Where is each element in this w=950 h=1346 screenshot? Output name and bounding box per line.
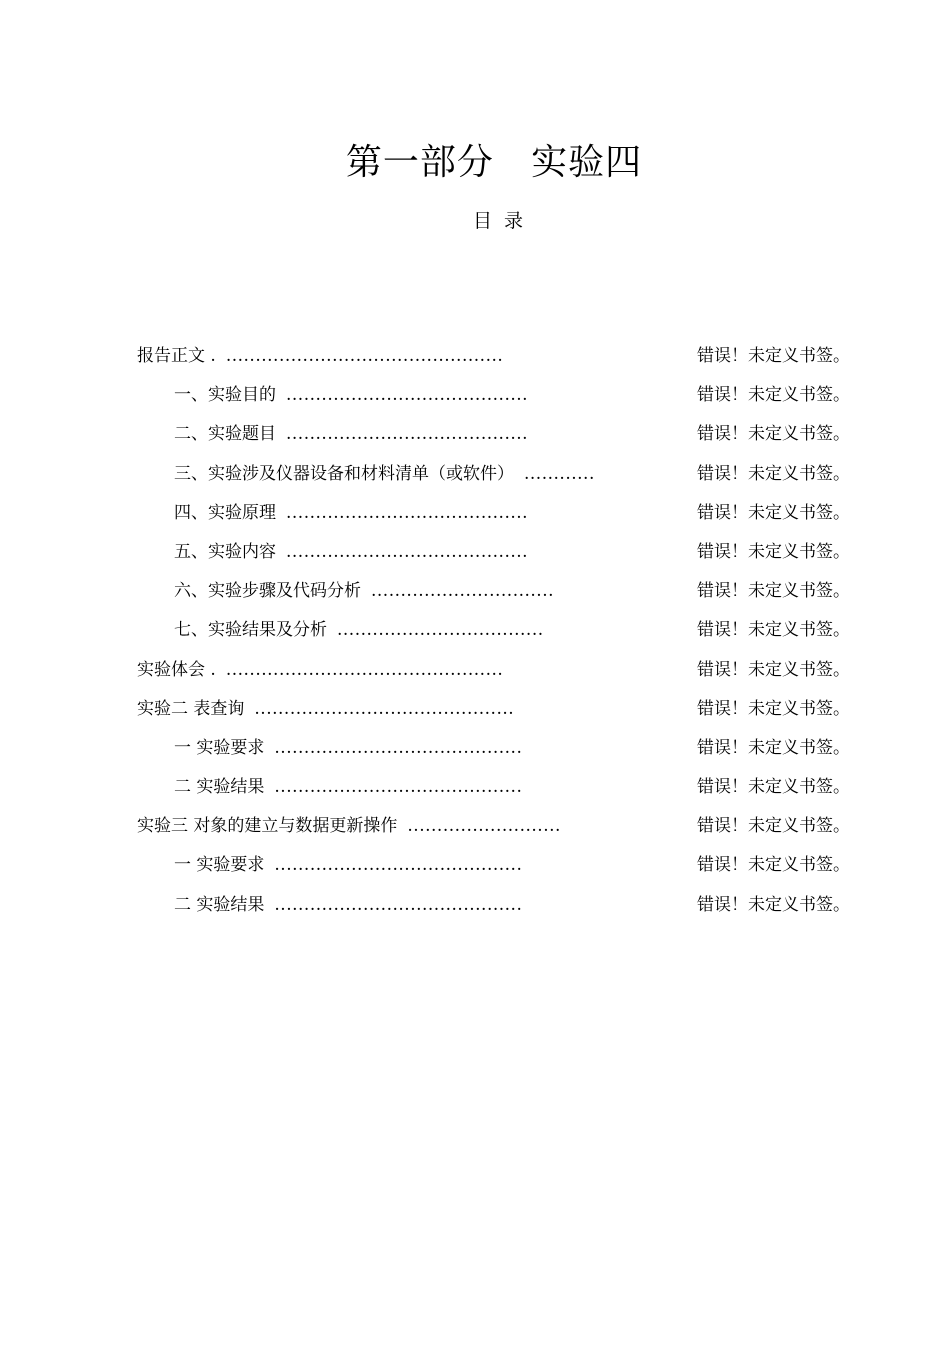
toc-entry[interactable] — [137, 497, 850, 536]
toc-entry-left — [174, 575, 554, 607]
toc-entry[interactable] — [137, 693, 850, 732]
toc-entry-page-ref: 错误！未定义书签。 — [697, 894, 850, 915]
toc-entry-title: 二、实验题目 — [174, 424, 276, 445]
toc-leader-dots: ......................................... — [286, 424, 529, 445]
toc-heading: 目 录 — [472, 210, 524, 232]
toc-entry-left — [137, 340, 503, 372]
toc-entry-page-ref: 错误！未定义书签。 — [697, 502, 850, 523]
toc-entry-left — [174, 458, 595, 490]
toc-entry-title: 实验三 对象的建立与数据更新操作 — [137, 816, 398, 837]
toc-entry-left — [174, 849, 522, 881]
toc-leader-dots: .......................................... — [274, 777, 523, 798]
toc-entry[interactable] — [137, 458, 850, 497]
toc-entry-page-ref: 错误！未定义书签。 — [697, 463, 850, 484]
table-of-contents — [137, 340, 850, 928]
toc-entry-title: 二 实验结果 — [174, 894, 265, 915]
toc-entry-title: 二 实验结果 — [174, 777, 265, 798]
toc-leader-dots: ............................................... — [225, 346, 504, 366]
toc-leader-dots: ............ — [524, 463, 595, 484]
toc-entry-title: 实验二 表查询 — [137, 698, 245, 719]
toc-entry[interactable] — [137, 810, 850, 849]
toc-leader-dots: .......................................... — [274, 737, 523, 758]
toc-entry-page-ref: 错误！未定义书签。 — [697, 737, 850, 758]
toc-entry-left — [174, 771, 522, 803]
toc-entry-title: 一、实验目的 — [174, 385, 276, 406]
toc-entry[interactable] — [137, 849, 850, 888]
toc-entry-title: 一 实验要求 — [174, 737, 265, 758]
toc-leader-dots: ......................................... — [286, 502, 529, 523]
toc-entry[interactable] — [137, 575, 850, 614]
toc-entry-page-ref: 错误！未定义书签。 — [697, 816, 850, 837]
toc-entry[interactable] — [137, 732, 850, 771]
toc-entry-left — [174, 732, 522, 764]
toc-entry-title: 五、实验内容 — [174, 541, 276, 562]
toc-leader-dots: ......................................... — [286, 385, 529, 406]
toc-entry-page-ref: 错误！未定义书签。 — [697, 541, 850, 562]
toc-entry-title: 一 实验要求 — [174, 855, 265, 876]
toc-leader-dots: .......................................... — [274, 894, 523, 915]
toc-entry-title: 七、实验结果及分析 — [174, 620, 327, 641]
toc-entry[interactable] — [137, 614, 850, 653]
toc-leader-dots: ............................................... — [225, 659, 504, 680]
toc-entry-title: 四、实验原理 — [174, 502, 276, 523]
toc-entry-title: 报告正文 . — [137, 346, 216, 366]
toc-leader-dots: ............................................ — [254, 698, 515, 719]
toc-leader-dots: ................................... — [337, 620, 544, 641]
toc-entry-page-ref: 错误！未定义书签。 — [697, 581, 850, 602]
toc-entry-title: 三、实验涉及仪器设备和材料清单（或软件） — [174, 463, 514, 484]
toc-entry-left — [174, 418, 528, 450]
toc-entry[interactable] — [137, 418, 850, 457]
toc-entry[interactable] — [137, 340, 850, 379]
toc-entry-page-ref: 错误！未定义书签。 — [697, 659, 850, 680]
toc-entry-left — [137, 810, 561, 842]
toc-entry-left — [174, 614, 544, 646]
toc-entry-page-ref: 错误！未定义书签。 — [697, 777, 850, 798]
toc-leader-dots: ............................... — [371, 581, 555, 602]
toc-leader-dots: .......................................... — [274, 855, 523, 876]
toc-entry-left — [137, 693, 514, 725]
toc-entry-page-ref: 错误！未定义书签。 — [697, 698, 850, 719]
toc-entry[interactable] — [137, 379, 850, 418]
toc-entry[interactable] — [137, 536, 850, 575]
toc-leader-dots: .......................... — [407, 816, 561, 837]
toc-entry-title: 实验体会 . — [137, 659, 216, 680]
page-title: 第一部分 实验四 — [345, 142, 643, 183]
toc-entry-title: 六、实验步骤及代码分析 — [174, 581, 361, 602]
toc-entry-page-ref: 错误！未定义书签。 — [697, 620, 850, 641]
toc-entry-page-ref: 错误！未定义书签。 — [697, 346, 850, 366]
toc-entry-left — [174, 379, 528, 411]
toc-entry[interactable] — [137, 771, 850, 810]
toc-entry[interactable] — [137, 889, 850, 928]
toc-entry-left — [174, 889, 522, 921]
toc-leader-dots: ......................................... — [286, 541, 529, 562]
toc-entry-left — [137, 654, 503, 686]
toc-entry-page-ref: 错误！未定义书签。 — [697, 424, 850, 445]
toc-entry-left — [174, 497, 528, 529]
toc-entry-page-ref: 错误！未定义书签。 — [697, 855, 850, 876]
toc-entry-left — [174, 536, 528, 568]
toc-entry[interactable] — [137, 654, 850, 693]
toc-entry-page-ref: 错误！未定义书签。 — [697, 385, 850, 406]
